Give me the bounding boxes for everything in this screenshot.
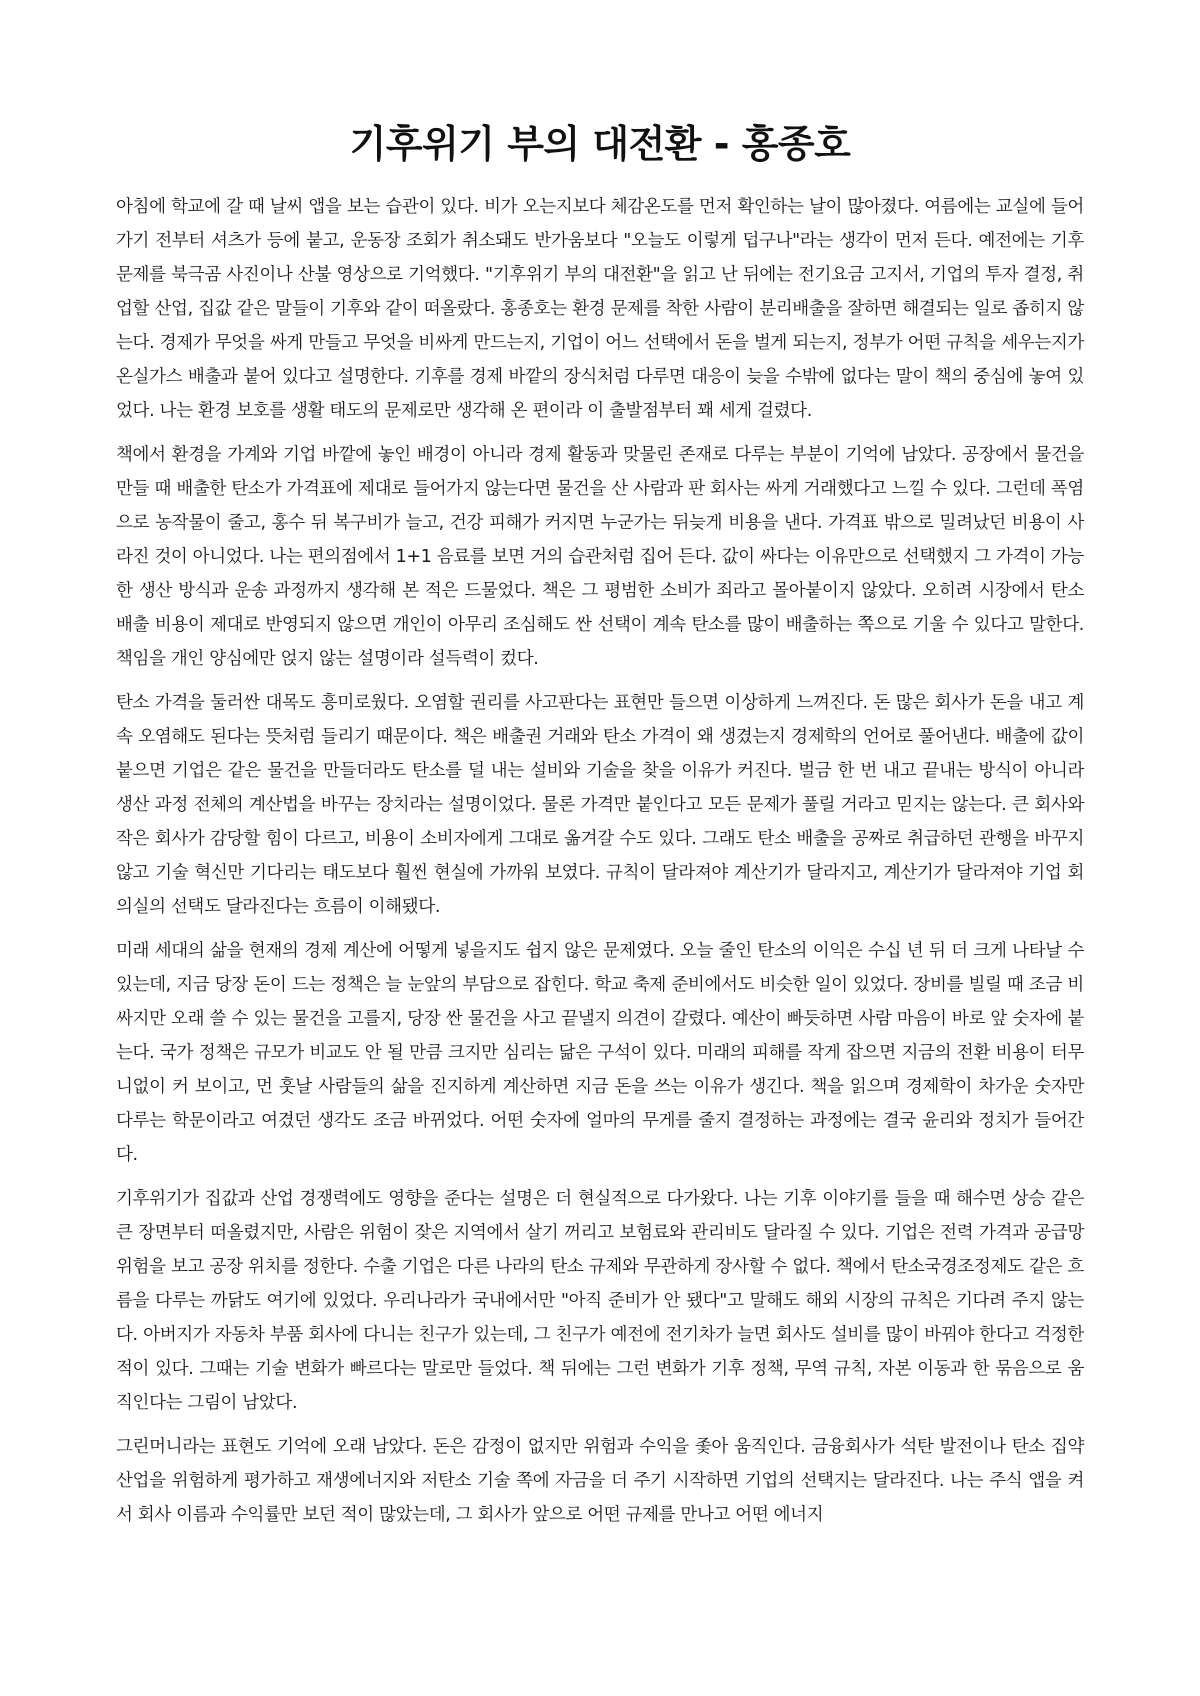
- paragraph-4: 미래 세대의 삶을 현재의 경제 계산에 어떻게 넣을지도 쉽지 않은 문제였다. 오늘 줄인 탄소의 이익은 수십 년 뒤 더 크게 나타날 수 있는데, 지금 당장 돈이 드는 정책은 늘 눈앞의 부담으로 잡힌다. 학교 축제 준비에서도 비슷한 일이 있었다. 장비를 빌릴 때 조금 비싸지만 오래 쓸 수 있는 물건을 고를지, 당장 싼 물건을 사고 끝낼지 의견이 갈렸다. 예산이 빠듯하면 사람 마음이 바로 앞 숫자에 붙는다. 국가 정책은 규모가 비교도 안 될 만큼 크지만 심리는 닮은 구석이 있다. 미래의 피해를 작게 잡으면 지금의 전환 비용이 터무니없이 커 보이고, 먼 훗날 사람들의 삶을 진지하게 계산하면 지금 돈을 쓰는 이유가 생긴다. 책을 읽으며 경제학이 차가운 숫자만 다루는 학문이라고 여겼던 생각도 조금 바뀌었다. 어떤 숫자에 얼마의 무게를 줄지 결정하는 과정에는 결국 윤리와 정치가 들어간다.: [116, 941, 1084, 1165]
- document-title: 기후위기 부의 대전환 - 홍종호: [349, 122, 851, 166]
- paragraph-1: 아침에 학교에 갈 때 날씨 앱을 보는 습관이 있다. 비가 오는지보다 체감온도를 먼저 확인하는 날이 많아졌다. 여름에는 교실에 들어가기 전부터 셔츠가 등에 붙고, 운동장 조회가 취소돼도 반가움보다 "오늘도 이렇게 덥구나"라는 생각이 먼저 든다. 예전에는 기후 문제를 북극곰 사진이나 산불 영상으로 기억했다. "기후위기 부의 대전환"을 읽고 난 뒤에는 전기요금 고지서, 기업의 투자 결정, 취업할 산업, 집값 같은 말들이 기후와 같이 떠올랐다. 홍종호는 환경 문제를 착한 사람이 분리배출을 잘하면 해결되는 일로 좁히지 않는다. 경제가 무엇을 싸게 만들고 무엇을 비싸게 만드는지, 기업이 어느 선택에서 돈을 벌게 되는지, 정부가 어떤 규칙을 세우는지가 온실가스 배출과 붙어 있다고 설명한다. 기후를 경제 바깥의 장식처럼 다루면 대응이 늦을 수밖에 없다는 말이 책의 중심에 놓여 있었다. 나는 환경 보호를 생활 태도의 문제로만 생각해 온 편이라 이 출발점부터 꽤 세게 걸렸다.: [116, 197, 1084, 421]
- paragraph-6: 그린머니라는 표현도 기억에 오래 남았다. 돈은 감정이 없지만 위험과 수익을 좇아 움직인다. 금융회사가 석탄 발전이나 탄소 집약 산업을 위험하게 평가하고 재생에너지와 저탄소 기술 쪽에 자금을 더 주기 시작하면 기업의 선택지는 달라진다. 나는 주식 앱을 켜서 회사 이름과 수익률만 보던 적이 많았는데, 그 회사가 앞으로 어떤 규제를 만나고 어떤 에너지: [116, 1437, 1084, 1525]
- document-body: [116, 190, 1084, 1532]
- paragraph-3: 탄소 가격을 둘러싼 대목도 흥미로웠다. 오염할 권리를 사고판다는 표현만 들으면 이상하게 느껴진다. 돈 많은 회사가 돈을 내고 계속 오염해도 된다는 뜻처럼 들리기 때문이다. 책은 배출권 거래와 탄소 가격이 왜 생겼는지 경제학의 언어로 풀어낸다. 배출에 값이 붙으면 기업은 같은 물건을 만들더라도 탄소를 덜 내는 설비와 기술을 찾을 이유가 커진다. 벌금 한 번 내고 끝내는 방식이 아니라 생산 과정 전체의 계산법을 바꾸는 장치라는 설명이었다. 물론 가격만 붙인다고 모든 문제가 풀릴 거라고 믿지는 않는다. 큰 회사와 작은 회사가 감당할 힘이 다르고, 비용이 소비자에게 그대로 옮겨갈 수도 있다. 그래도 탄소 배출을 공짜로 취급하던 관행을 바꾸지 않고 기술 혁신만 기다리는 태도보다 훨씬 현실에 가까워 보였다. 규칙이 달라져야 계산기가 달라지고, 계산기가 달라져야 기업 회의실의 선택도 달라진다는 흐름이 이해됐다.: [116, 693, 1084, 917]
- paragraph-5: 기후위기가 집값과 산업 경쟁력에도 영향을 준다는 설명은 더 현실적으로 다가왔다. 나는 기후 이야기를 들을 때 해수면 상승 같은 큰 장면부터 떠올렸지만, 사람은 위험이 잦은 지역에서 살기 꺼리고 보험료와 관리비도 달라질 수 있다. 기업은 전력 가격과 공급망 위험을 보고 공장 위치를 정한다. 수출 기업은 다른 나라의 탄소 규제와 무관하게 장사할 수 없다. 책에서 탄소국경조정제도 같은 흐름을 다루는 까닭도 여기에 있었다. 우리나라가 국내에서만 "아직 준비가 안 됐다"고 말해도 해외 시장의 규칙은 기다려 주지 않는다. 아버지가 자동차 부품 회사에 다니는 친구가 있는데, 그 친구가 예전에 전기차가 늘면 회사도 설비를 많이 바꿔야 한다고 걱정한 적이 있다. 그때는 기술 변화가 빠르다는 말로만 들었다. 책 뒤에는 그런 변화가 기후 정책, 무역 규칙, 자본 이동과 한 묶음으로 움직인다는 그림이 남았다.: [116, 1189, 1084, 1413]
- paragraph-2: 책에서 환경을 가계와 기업 바깥에 놓인 배경이 아니라 경제 활동과 맞물린 존재로 다루는 부분이 기억에 남았다. 공장에서 물건을 만들 때 배출한 탄소가 가격표에 제대로 들어가지 않는다면 물건을 산 사람과 판 회사는 싸게 거래했다고 느낄 수 있다. 그런데 폭염으로 농작물이 줄고, 홍수 뒤 복구비가 늘고, 건강 피해가 커지면 누군가는 뒤늦게 비용을 낸다. 가격표 밖으로 밀려났던 비용이 사라진 것이 아니었다. 나는 편의점에서 1+1 음료를 보면 거의 습관처럼 집어 든다. 값이 싸다는 이유만으로 선택했지 그 가격이 가능한 생산 방식과 운송 과정까지 생각해 본 적은 드물었다. 책은 그 평범한 소비가 죄라고 몰아붙이지 않았다. 오히려 시장에서 탄소 배출 비용이 제대로 반영되지 않으면 개인이 아무리 조심해도 싼 선택이 계속 탄소를 많이 배출하는 쪽으로 기울 수 있다고 말한다. 책임을 개인 양심에만 얹지 않는 설명이라 설득력이 컸다.: [116, 445, 1084, 669]
